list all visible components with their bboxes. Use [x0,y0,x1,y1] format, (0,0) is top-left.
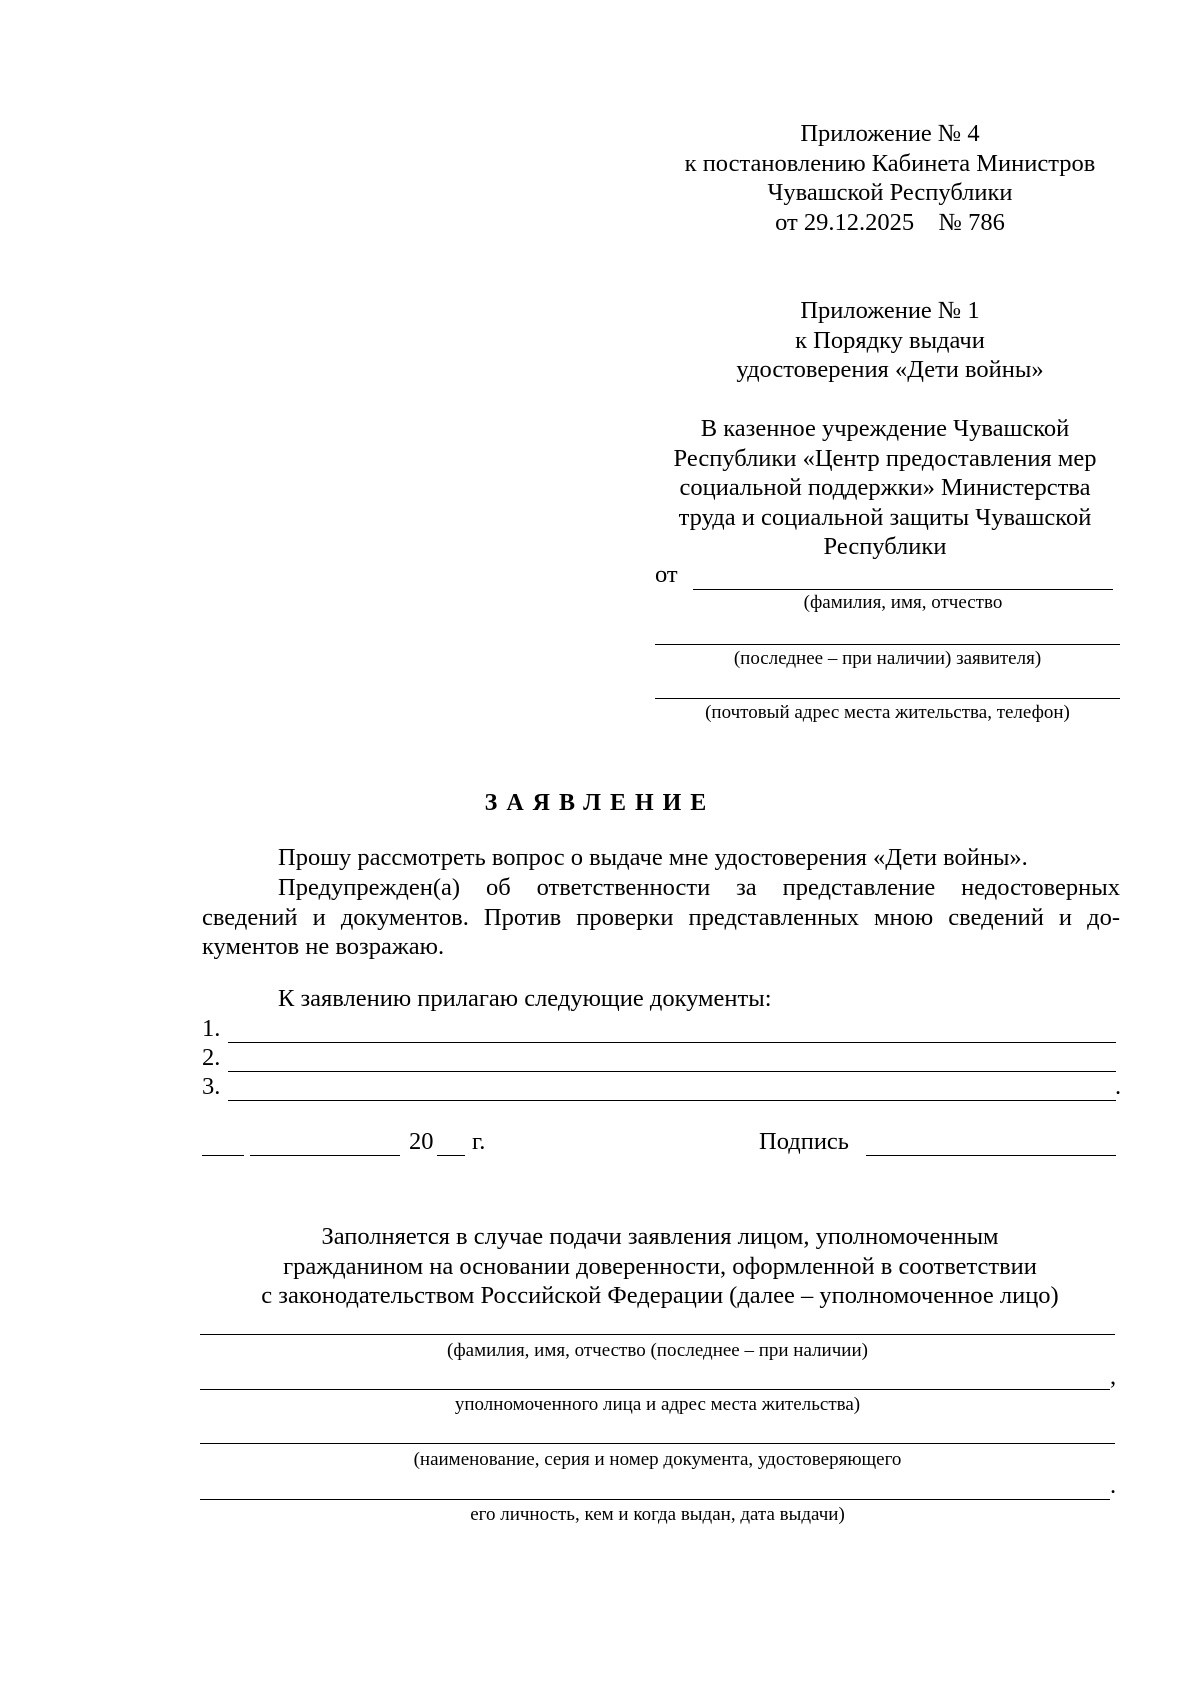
rep-hint-1: (фамилия, имя, отчество (последнее – при наличии) [447,1340,868,1361]
warning-line: сведений и документов. Против проверки представленных мною сведений и до- [202,903,1120,931]
attachment-field-3[interactable] [228,1100,1116,1101]
year-suffix: г. [472,1128,486,1155]
date-year-field[interactable] [437,1155,465,1156]
attachment-field-2[interactable] [228,1071,1116,1072]
date-month-field[interactable] [250,1155,400,1156]
header-line: удостоверения «Дети войны» [736,356,1044,383]
addressee-line: труда и социальной защиты Чувашской [678,503,1092,531]
item3-period: . [1115,1073,1122,1100]
representative-field-1[interactable] [200,1334,1115,1335]
representative-field-2[interactable] [200,1389,1110,1390]
addressee-line: социальной поддержки» Министерства [679,474,1091,501]
applicant-address-field[interactable] [655,698,1120,699]
signature-field[interactable] [866,1155,1116,1156]
addressee-line: В казенное учреждение Чувашской [700,415,1070,442]
request-text: Прошу рассмотреть вопрос о выдаче мне удостоверения «Дети войны». [278,844,1028,871]
warning-line: Предупрежден(а) об ответственности за представление недостоверных [278,874,1120,901]
document-title: ЗАЯВЛЕНИЕ [484,790,716,816]
intro-line: Заполняется в случае подачи заявления лицом, уполномоченным [321,1223,999,1250]
applicant-name-field-2[interactable] [655,644,1120,645]
attachments-intro: К заявлению прилагаю следующие документы: [278,985,772,1012]
header-line: к Порядку выдачи [795,326,985,354]
signature-label: Подпись [759,1128,849,1155]
item-number-3: 3. [202,1073,221,1100]
appendix-header-resolution [660,119,1120,237]
representative-intro [200,1222,1120,1311]
rep-period: . [1110,1472,1117,1499]
warning-line: кументов не возражаю. [202,933,445,960]
header-line: от 29.12.2025 № 786 [775,208,1005,236]
representative-field-4[interactable] [200,1499,1110,1500]
addressee-block [650,414,1120,562]
item-number-2: 2. [202,1044,221,1071]
addressee-line: Республики [823,533,947,560]
header-line: к постановлению Кабинета Министров [684,149,1096,177]
header-line: Приложение № 4 [800,120,980,147]
item-number-1: 1. [202,1015,221,1042]
rep-comma: , [1110,1363,1117,1390]
hint-address: (почтовый адрес места жительства, телефон) [705,702,1070,723]
header-line: Приложение № 1 [800,297,980,324]
appendix-header-procedure [660,296,1120,385]
warning-paragraph [202,873,1120,962]
intro-line: гражданином на основании доверенности, оформленной в соответствии [283,1252,1037,1280]
intro-line: с законодательством Российской Федерации (далее – уполномоченное лицо) [261,1282,1059,1309]
hint-applicant: (последнее – при наличии) заявителя) [733,648,1042,669]
rep-hint-2: уполномоченного лица и адрес места жительства) [454,1394,861,1415]
year-prefix: 20 [409,1128,434,1155]
rep-hint-3: (наименование, серия и номер документа, удостоверяющего [413,1449,902,1470]
applicant-name-field[interactable] [693,589,1113,590]
hint-fio: (фамилия, имя, отчество [803,592,1003,613]
rep-hint-4: его личность, кем и когда выдан, дата выдачи) [470,1504,845,1525]
representative-field-3[interactable] [200,1443,1115,1444]
date-day-field[interactable] [202,1155,244,1156]
from-label: от [655,561,678,588]
request-paragraph [202,843,1120,873]
addressee-line: Республики «Центр предоставления мер [673,444,1097,472]
attachment-field-1[interactable] [228,1042,1116,1043]
header-line: Чувашской Республики [767,179,1013,206]
